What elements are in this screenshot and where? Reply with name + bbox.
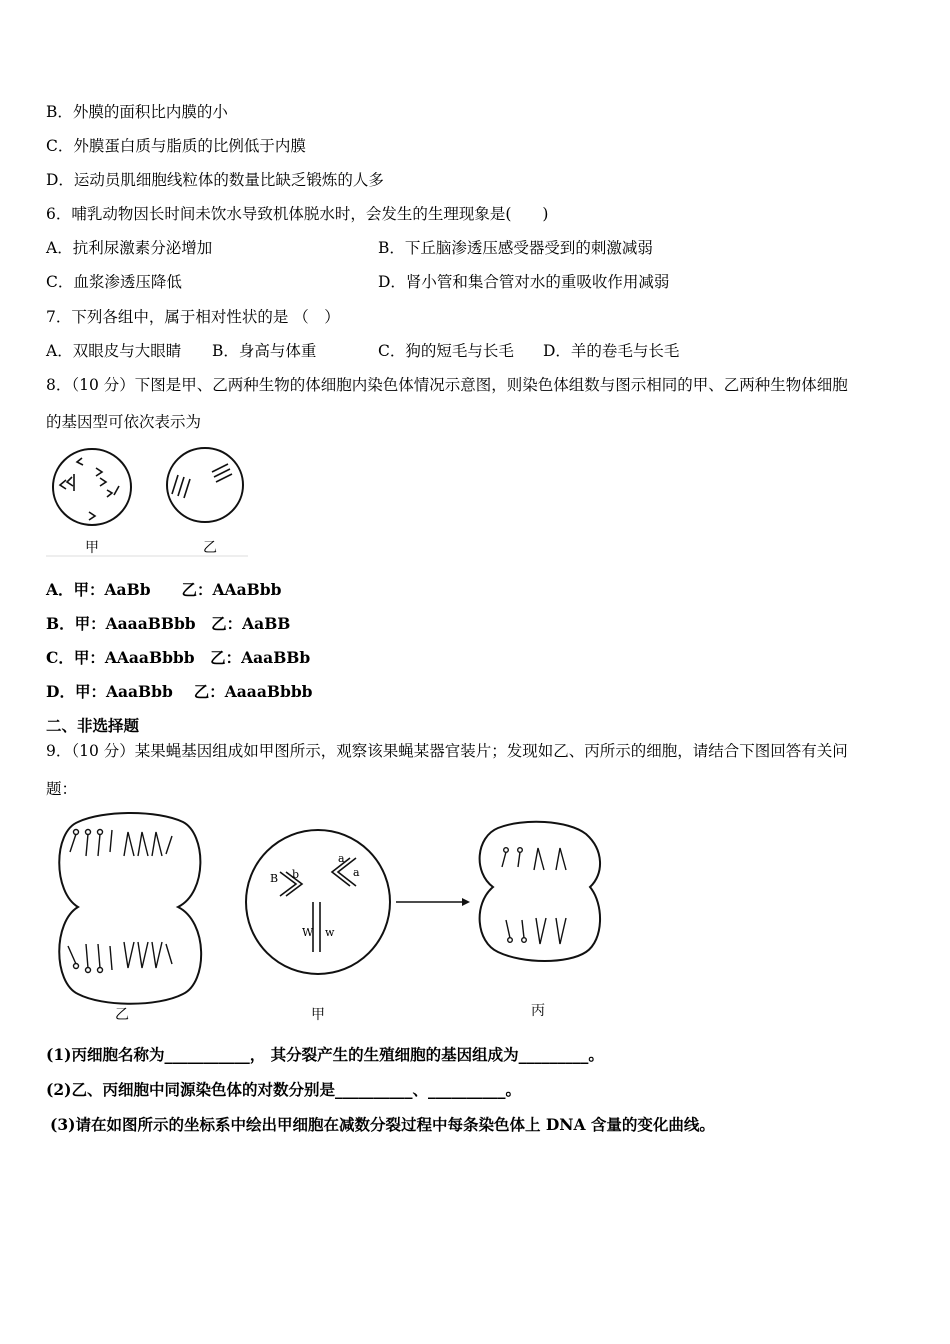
cell-yi-chromosomes-bottom	[68, 942, 172, 973]
cell-bing-chromosomes-bottom	[506, 918, 566, 944]
q9-sub3: (3)请在如图所示的坐标系中绘出甲细胞在减数分裂过程中每条染色体上 DNA 含量的变化曲线。	[50, 1115, 715, 1134]
q8-option-d: D．甲：AaaBbb 乙：AaaaBbbb	[46, 682, 313, 701]
gene-w-label: w	[325, 926, 335, 939]
q6-option-c: C．血浆渗透压降低	[46, 273, 182, 291]
q8-option-c: C．甲：AAaaBbbb 乙：AaaBBb	[46, 648, 311, 667]
fig8-label-yi: 乙	[203, 540, 217, 556]
section-heading: 二、非选择题	[46, 716, 140, 735]
q6-stem: 6．哺乳动物因长时间未饮水导致机体脱水时，会发生的生理现象是( )	[46, 205, 549, 223]
cell-yi-chromosomes	[172, 464, 232, 498]
q5-option-d: D．运动员肌细胞线粒体的数量比缺乏锻炼的人多	[46, 171, 384, 189]
arrow-jia-to-bing	[396, 898, 470, 906]
q7-stem: 7．下列各组中，属于相对性状的是 （ ）	[46, 308, 340, 326]
fig9-label-jia: 甲	[311, 1007, 325, 1023]
q5-option-c: C．外膜蛋白质与脂质的比例低于内膜	[46, 137, 306, 155]
gene-B-label: B	[270, 872, 279, 885]
gene-b-label: b	[292, 868, 300, 881]
q8-option-a: A．甲：AaBb 乙：AAaBbb	[46, 580, 282, 599]
fig9-label-yi: 乙	[115, 1007, 129, 1023]
q8-stem-line1: 8．（10 分）下图是甲、乙两种生物的体细胞内染色体情况示意图，则染色体组数与图示相同的甲、乙两种生物体细胞	[46, 376, 848, 394]
fig8-label-jia: 甲	[85, 540, 99, 556]
q7-option-a: A．双眼皮与大眼睛	[46, 342, 182, 360]
q6-option-a: A．抗利尿激素分泌增加	[46, 239, 213, 257]
q8-option-b: B．甲：AaaaBBbb 乙：AaBB	[46, 614, 291, 633]
q6-option-d: D．肾小管和集合管对水的重吸收作用减弱	[378, 273, 670, 291]
q9-sub2: (2)乙、丙细胞中同源染色体的对数分别是__________、__________。	[46, 1080, 521, 1099]
q5-option-b: B．外膜的面积比内膜的小	[46, 103, 228, 121]
cell-yi-outline	[167, 448, 243, 522]
gene-W-label: W	[302, 926, 314, 939]
q8-stem-line2: 的基因型可依次表示为	[46, 413, 202, 431]
cell-yi-chromosomes-top	[70, 830, 172, 857]
q9-stem-line2: 题：	[46, 780, 78, 798]
cell-jia-outline	[246, 830, 390, 974]
q7-option-c: C．狗的短毛与长毛	[378, 342, 514, 360]
q6-option-b: B．下丘脑渗透压感受器受到的刺激减弱	[378, 239, 653, 257]
gene-a-label-2: a	[353, 866, 360, 879]
q7-option-b: B．身高与体重	[212, 342, 317, 360]
q8-chromosome-figure	[44, 442, 250, 560]
cell-bing-chromosomes-top	[502, 848, 566, 870]
gene-a-label-1: a	[338, 852, 345, 865]
cell-jia-chromosomes	[60, 458, 119, 520]
q7-option-d: D．羊的卷毛与长毛	[543, 342, 680, 360]
q9-sub1: (1)丙细胞名称为___________， 其分裂产生的生殖细胞的基因组成为_________。	[46, 1045, 604, 1064]
q9-cell-division-figure	[48, 812, 608, 1027]
fig9-label-bing: 丙	[531, 1003, 545, 1019]
q9-stem-line1: 9．（10 分）某果蝇基因组成如甲图所示，观察该果蝇某器官装片；发现如乙、丙所示的细胞，请结合下图回答有关问	[46, 742, 848, 760]
